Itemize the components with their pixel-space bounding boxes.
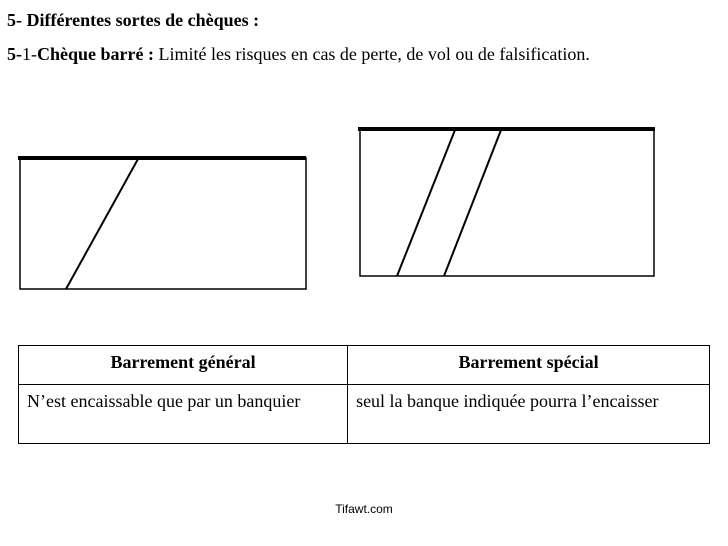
cell-general: N’est encaissable que par un banquier <box>19 385 348 444</box>
cheque-outline <box>20 158 306 289</box>
subsection-number-sub: 1- <box>22 44 37 64</box>
crossing-types-table <box>18 345 710 444</box>
crossing-line <box>66 159 138 289</box>
crossing-line-right <box>444 130 501 276</box>
special-crossing-cheque <box>358 129 655 276</box>
subsection-term: Chèque barré : <box>37 44 154 64</box>
subsection-number: 5- <box>7 44 22 64</box>
header-special: Barrement spécial <box>348 346 710 385</box>
crossing-line-left <box>397 130 455 276</box>
footer-credit: Tifawt.com <box>335 502 393 516</box>
cell-special: seul la banque indiquée pourra l’encaisser <box>348 385 710 444</box>
section-heading: 5- Différentes sortes de chèques : <box>7 10 260 30</box>
general-crossing-cheque <box>18 158 306 289</box>
table-header-row <box>19 346 710 385</box>
header-general: Barrement général <box>19 346 348 385</box>
table-row <box>19 385 710 444</box>
cheque-outline <box>360 129 654 276</box>
subsection-text: Limité les risques en cas de perte, de vol ou de falsification. <box>153 44 590 64</box>
